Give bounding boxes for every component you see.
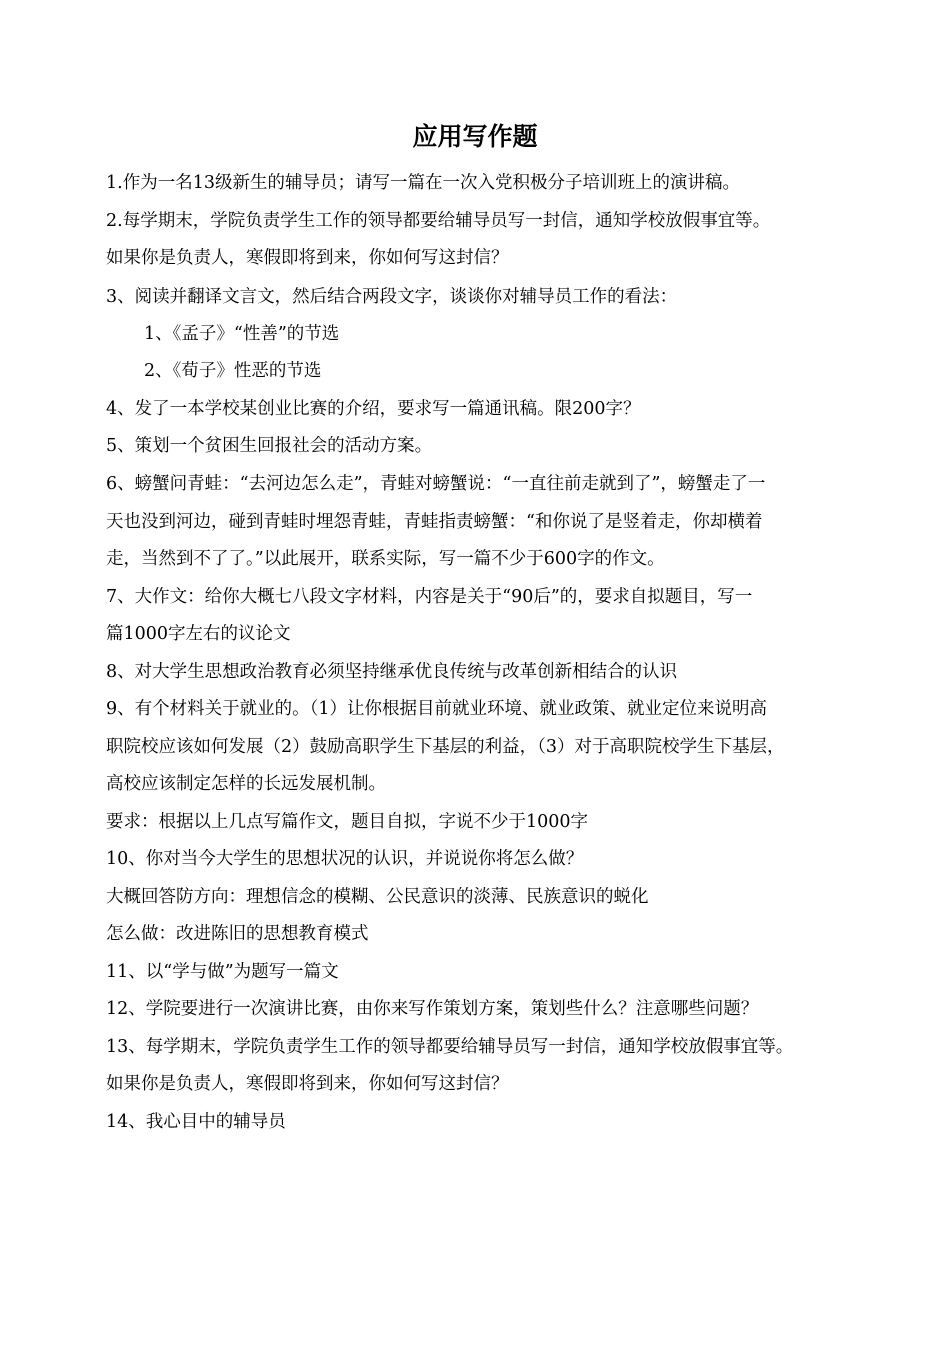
- question-7-line-1: 7、大作文：给你大概七八段文字材料，内容是关于“90后”的，要求自拟题目，写一: [106, 587, 753, 607]
- question-1-line-1: 1.作为一名13级新生的辅导员；请写一篇在一次入党积极分子培训班上的演讲稿。: [106, 173, 740, 193]
- question-3-subitem-2: 2、《荀子》性恶的节选: [144, 361, 322, 381]
- question-10-answer-direction: 大概回答防方向：理想信念的模糊、公民意识的淡薄、民族意识的蜕化: [106, 887, 649, 907]
- question-2-line-1: 2.每学期末，学院负责学生工作的领导都要给辅导员写一封信，通知学校放假事宜等。: [106, 211, 771, 231]
- question-9-requirement: 要求：根据以上几点写篇作文，题目自拟，字说不少于1000字: [106, 812, 589, 832]
- question-3-line-1: 3、阅读并翻译文言文，然后结合两段文字，谈谈你对辅导员工作的看法：: [106, 287, 678, 307]
- question-10-line-1: 10、你对当今大学生的思想状况的认识，并说说你将怎么做？: [106, 849, 584, 869]
- question-5-line-1: 5、策划一个贫困生回报社会的活动方案。: [106, 436, 433, 456]
- question-9-line-1: 9、有个材料关于就业的。（1）让你根据目前就业环境、就业政策、就业定位来说明高: [106, 699, 768, 719]
- question-6-line-2: 天也没到河边，碰到青蛙时埋怨青蛙，青蛙指责螃蟹：“和你说了是竖着走，你却横着: [106, 512, 763, 532]
- question-4-line-1: 4、发了一本学校某创业比赛的介绍，要求写一篇通讯稿。限200字？: [106, 399, 641, 419]
- question-9-line-2: 职院校应该如何发展（2）鼓励高职学生下基层的利益，（3）对于高职院校学生下基层，: [106, 737, 785, 757]
- question-6-line-3: 走，当然到不了了。”以此展开，联系实际，写一篇不少于600字的作文。: [106, 549, 665, 569]
- question-13-line-1: 13、每学期末，学院负责学生工作的领导都要给辅导员写一封信，通知学校放假事宜等。: [106, 1037, 794, 1057]
- question-13-line-2: 如果你是负责人，寒假即将到来，你如何写这封信？: [106, 1074, 509, 1094]
- question-2-line-2: 如果你是负责人，寒假即将到来，你如何写这封信？: [106, 248, 509, 268]
- question-9-line-3: 高校应该制定怎样的长远发展机制。: [106, 774, 386, 794]
- question-12-line-1: 12、学院要进行一次演讲比赛，由你来写作策划方案，策划些什么？注意哪些问题？: [106, 999, 759, 1019]
- question-6-line-1: 6、螃蟹问青蛙：“去河边怎么走”，青蛙对螃蟹说：“一直往前走就到了”，螃蟹走了一: [106, 474, 766, 494]
- question-11-line-1: 11、以“学与做”为题写一篇文: [106, 962, 339, 982]
- page-title: 应用写作题: [412, 122, 538, 151]
- question-10-how-to: 怎么做：改进陈旧的思想教育模式: [106, 924, 369, 944]
- question-14-line-1: 14、我心目中的辅导员: [106, 1112, 286, 1132]
- question-8-line-1: 8、对大学生思想政治教育必须坚持继承优良传统与改革创新相结合的认识: [106, 662, 678, 682]
- question-7-line-2: 篇1000字左右的议论文: [106, 624, 291, 644]
- question-3-subitem-1: 1、《孟子》“性善”的节选: [144, 324, 340, 344]
